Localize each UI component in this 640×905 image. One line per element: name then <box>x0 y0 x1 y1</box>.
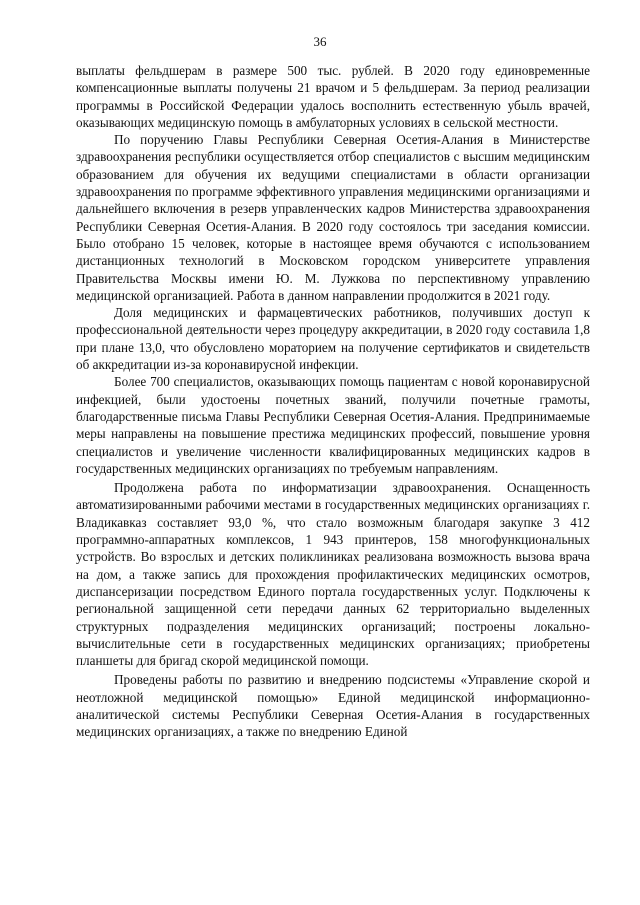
paragraph-4: Более 700 специалистов, оказывающих помощь пациентам с новой коронавирусной инфекцией, были удостоены почетных званий, получили почетные грамоты, благодарственные письма Главы Республики Северная Осетия-Алания. Предпринимаемые меры направлены на повышение престижа медицинских профессий, повышение уровня специалистов и увеличение численности квалифицированных медицинских кадров в государственных медицинских организациях по требуемым направлениям. <box>76 374 590 476</box>
document-body <box>76 62 590 741</box>
page-number: 36 <box>313 34 327 49</box>
paragraph-5: Продолжена работа по информатизации здравоохранения. Оснащенность автоматизированными рабочими местами в государственных медицинских организациях г. Владикавказ составляет 93,0 %, что стало возможным благодаря закупке 3 412 программно-аппаратных комплексов, 1 943 принтеров, 158 многофункциональных устройств. Во взрослых и детских поликлиниках реализована возможность вызова врача на дом, а также запись для прохождения профилактических медицинских осмотров, диспансеризации посредством Единого портала государственных услуг. Подключены к региональной защищенной сети передачи данных 62 территориально выделенных структурных подразделения медицинских организаций; построены локально-вычислительные сети в государственных медицинских организациях; приобретены планшеты для бригад скорой медицинской помощи. <box>76 480 590 669</box>
paragraph-2: По поручению Главы Республики Северная Осетия-Алания в Министерстве здравоохранения республики осуществляется отбор специалистов с высшим медицинским образованием для обучения их ведущими специалистами в области организации здравоохранения по программе эффективного управления медицинскими организациями и дальнейшего включения в резерв управленческих кадров Министерства здравоохранения Республики Северная Осетия-Алания. В 2020 году состоялось три заседания комиссии. Было отобрано 15 человек, которые в настоящее время обучаются с использованием дистанционных технологий в Московском городском университете управления Правительства Москвы имени Ю. М. Лужкова по перспективному управлению медицинской организацией. Работа в данном направлении продолжится в 2021 году. <box>76 132 590 303</box>
paragraph-1: выплаты фельдшерам в размере 500 тыс. рублей. В 2020 году единовременные компенсационные выплаты получены 21 врачом и 5 фельдшерам. За период реализации программы в Российской Федерации удалось восполнить естественную убыль врачей, оказывающих медицинскую помощь в амбулаторных условиях в сельской местности. <box>76 63 590 130</box>
paragraph-6: Проведены работы по развитию и внедрению подсистемы «Управление скорой и неотложной медицинской помощью» Единой медицинской информационно-аналитической системы Республики Северная Осетия-Алания в государственных медицинских организациях, а также по внедрению Единой <box>76 672 590 740</box>
paragraph-3: Доля медицинских и фармацевтических работников, получивших доступ к профессиональной деятельности через процедуру аккредитации, в 2020 году составила 1,8 при плане 13,0, что обусловлено мораторием на получение сертификатов и свидетельств об аккредитации из-за коронавирусной инфекции. <box>76 305 590 373</box>
